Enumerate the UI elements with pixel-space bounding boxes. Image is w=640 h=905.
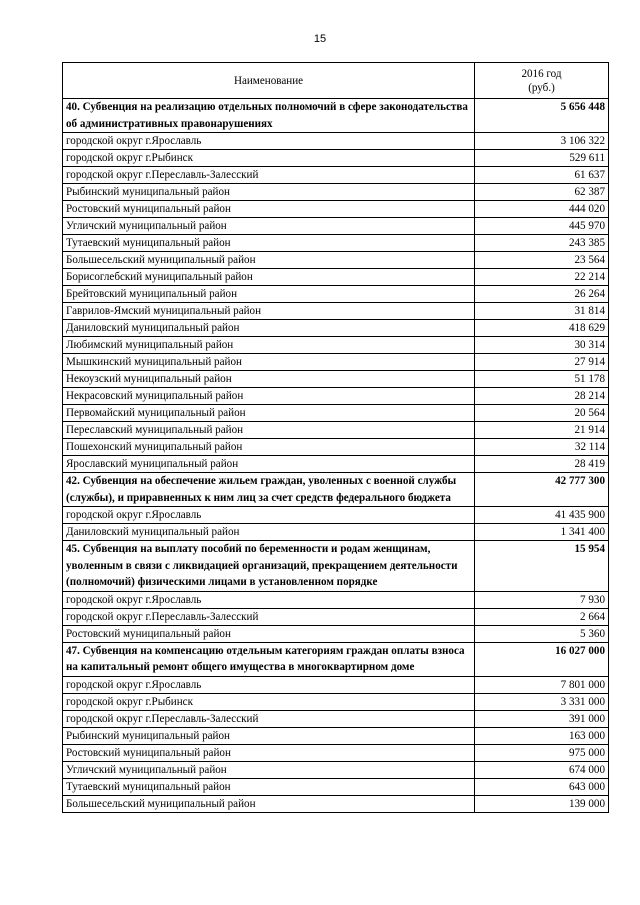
table-row — [63, 184, 609, 201]
recipient-name-cell: Даниловский муниципальный район — [63, 524, 475, 541]
table-row — [63, 744, 609, 761]
recipient-name-cell: Большесельский муниципальный район — [63, 252, 475, 269]
amount-cell: 21 914 — [475, 422, 609, 439]
amount-cell: 418 629 — [475, 320, 609, 337]
section-title-cell: 47. Субвенция на компенсацию отдельным категориям граждан оплаты взноса на капитальный ремонт общего имущества в многоквартирном доме — [63, 642, 475, 676]
table-row — [63, 354, 609, 371]
amount-cell: 643 000 — [475, 778, 609, 795]
header-unit: (руб.) — [528, 81, 555, 94]
recipient-name-cell: городской округ г.Переславль-Залесский — [63, 710, 475, 727]
recipient-name-cell: городской округ г.Ярославль — [63, 676, 475, 693]
table-row — [63, 795, 609, 812]
amount-cell: 975 000 — [475, 744, 609, 761]
amount-cell: 391 000 — [475, 710, 609, 727]
amount-cell: 32 114 — [475, 439, 609, 456]
page-number: 15 — [313, 33, 327, 45]
header-name-cell: Наименование — [63, 63, 475, 99]
recipient-name-cell: Угличский муниципальный район — [63, 761, 475, 778]
table-row — [63, 778, 609, 795]
section-total-cell: 15 954 — [475, 541, 609, 592]
amount-cell: 5 360 — [475, 625, 609, 642]
amount-cell: 30 314 — [475, 337, 609, 354]
header-year: 2016 год — [521, 67, 562, 80]
table-row — [63, 252, 609, 269]
section-row — [63, 541, 609, 592]
recipient-name-cell: Пошехонский муниципальный район — [63, 439, 475, 456]
recipient-name-cell: Первомайский муниципальный район — [63, 405, 475, 422]
recipient-name-cell: Брейтовский муниципальный район — [63, 286, 475, 303]
table-row — [63, 303, 609, 320]
recipient-name-cell: городской округ г.Ярославль — [63, 133, 475, 150]
amount-cell: 7 930 — [475, 591, 609, 608]
amount-cell: 20 564 — [475, 405, 609, 422]
recipient-name-cell: Переславский муниципальный район — [63, 422, 475, 439]
table-row — [63, 235, 609, 252]
recipient-name-cell: Ростовский муниципальный район — [63, 625, 475, 642]
recipient-name-cell: Рыбинский муниципальный район — [63, 184, 475, 201]
amount-cell: 23 564 — [475, 252, 609, 269]
section-row — [63, 642, 609, 676]
table-header-row — [63, 63, 609, 99]
recipient-name-cell: Некоузский муниципальный район — [63, 371, 475, 388]
table-row — [63, 439, 609, 456]
amount-cell: 674 000 — [475, 761, 609, 778]
recipient-name-cell: Большесельский муниципальный район — [63, 795, 475, 812]
recipient-name-cell: Гаврилов-Ямский муниципальный район — [63, 303, 475, 320]
section-row — [63, 99, 609, 133]
amount-cell: 62 387 — [475, 184, 609, 201]
budget-table — [62, 62, 609, 813]
recipient-name-cell: городской округ г.Переславль-Залесский — [63, 167, 475, 184]
section-total-cell: 5 656 448 — [475, 99, 609, 133]
amount-cell: 26 264 — [475, 286, 609, 303]
section-total-cell: 42 777 300 — [475, 473, 609, 507]
header-amount-cell — [475, 63, 609, 99]
recipient-name-cell: Борисоглебский муниципальный район — [63, 269, 475, 286]
recipient-name-cell: Ростовский муниципальный район — [63, 744, 475, 761]
amount-cell: 28 419 — [475, 456, 609, 473]
amount-cell: 61 637 — [475, 167, 609, 184]
table-row — [63, 133, 609, 150]
section-title-cell: 42. Субвенция на обеспечение жильем граждан, уволенных с военной службы (службы), и приравненных к ним лиц за счет средств федерального бюджета — [63, 473, 475, 507]
section-row — [63, 473, 609, 507]
amount-cell: 22 214 — [475, 269, 609, 286]
recipient-name-cell: городской округ г.Рыбинск — [63, 693, 475, 710]
amount-cell: 1 341 400 — [475, 524, 609, 541]
recipient-name-cell: Любимский муниципальный район — [63, 337, 475, 354]
table-row — [63, 337, 609, 354]
amount-cell: 529 611 — [475, 150, 609, 167]
table-row — [63, 320, 609, 337]
table-row — [63, 388, 609, 405]
recipient-name-cell: Ростовский муниципальный район — [63, 201, 475, 218]
recipient-name-cell: Тутаевский муниципальный район — [63, 778, 475, 795]
table-row — [63, 286, 609, 303]
section-total-cell: 16 027 000 — [475, 642, 609, 676]
table-row — [63, 405, 609, 422]
recipient-name-cell: городской округ г.Ярославль — [63, 591, 475, 608]
table-row — [63, 371, 609, 388]
amount-cell: 163 000 — [475, 727, 609, 744]
amount-cell: 139 000 — [475, 795, 609, 812]
table-row — [63, 761, 609, 778]
recipient-name-cell: городской округ г.Ярославль — [63, 507, 475, 524]
amount-cell: 445 970 — [475, 218, 609, 235]
budget-table-body — [63, 63, 609, 813]
table-row — [63, 524, 609, 541]
amount-cell: 2 664 — [475, 608, 609, 625]
amount-cell: 243 385 — [475, 235, 609, 252]
table-row — [63, 727, 609, 744]
amount-cell: 7 801 000 — [475, 676, 609, 693]
table-row — [63, 625, 609, 642]
recipient-name-cell: Угличский муниципальный район — [63, 218, 475, 235]
amount-cell: 444 020 — [475, 201, 609, 218]
amount-cell: 3 106 322 — [475, 133, 609, 150]
recipient-name-cell: Рыбинский муниципальный район — [63, 727, 475, 744]
table-row — [63, 269, 609, 286]
amount-cell: 3 331 000 — [475, 693, 609, 710]
recipient-name-cell: Тутаевский муниципальный район — [63, 235, 475, 252]
amount-cell: 31 814 — [475, 303, 609, 320]
amount-cell: 41 435 900 — [475, 507, 609, 524]
table-row — [63, 591, 609, 608]
table-row — [63, 608, 609, 625]
amount-cell: 27 914 — [475, 354, 609, 371]
table-row — [63, 167, 609, 184]
table-row — [63, 710, 609, 727]
table-row — [63, 456, 609, 473]
table-row — [63, 507, 609, 524]
recipient-name-cell: Ярославский муниципальный район — [63, 456, 475, 473]
table-row — [63, 218, 609, 235]
table-row — [63, 693, 609, 710]
amount-cell: 28 214 — [475, 388, 609, 405]
section-title-cell: 40. Субвенция на реализацию отдельных полномочий в сфере законодательства об административных правонарушениях — [63, 99, 475, 133]
recipient-name-cell: Даниловский муниципальный район — [63, 320, 475, 337]
amount-cell: 51 178 — [475, 371, 609, 388]
table-row — [63, 422, 609, 439]
recipient-name-cell: Мышкинский муниципальный район — [63, 354, 475, 371]
recipient-name-cell: городской округ г.Рыбинск — [63, 150, 475, 167]
section-title-cell: 45. Субвенция на выплату пособий по беременности и родам женщинам, уволенным в связи с ликвидацией организаций, прекращением деятельности (полномочий) физическими лицами в установленном порядке — [63, 541, 475, 592]
table-row — [63, 150, 609, 167]
recipient-name-cell: городской округ г.Переславль-Залесский — [63, 608, 475, 625]
table-row — [63, 201, 609, 218]
table-row — [63, 676, 609, 693]
recipient-name-cell: Некрасовский муниципальный район — [63, 388, 475, 405]
